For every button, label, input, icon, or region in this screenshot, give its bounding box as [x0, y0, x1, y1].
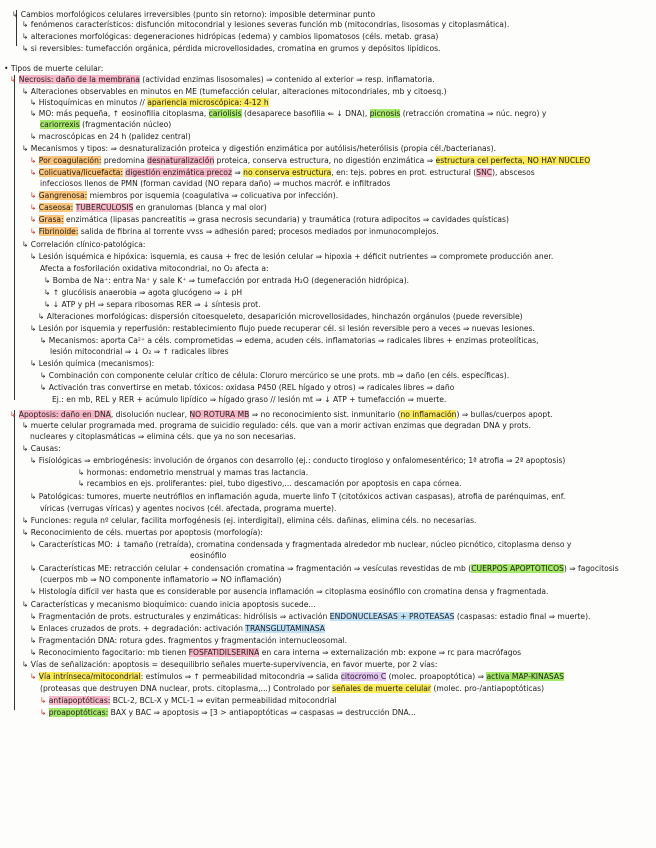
note-text: salida de fibrina al torrente vvss ⇒ adhesión pared; procesos mediados por inmunocomplejos. [78, 227, 439, 236]
note-line [30, 612, 652, 621]
note-line [22, 600, 652, 609]
note-line [40, 336, 652, 345]
note-line [30, 456, 652, 465]
note-line [40, 708, 652, 717]
note-text: ↳ Fragmentación de prots. estructurales y enzimáticas: hidrólisis ⇒ activación [30, 612, 330, 621]
note-text: ↳ Alteraciones morfológicas: dispersión citoesqueleto, desaparición microvellosidades, hinchazón orgánulos (puede reversible) [38, 312, 523, 321]
note-line [40, 575, 652, 584]
note-text: , disolución nuclear, [110, 410, 190, 419]
note-text: ↳ ↑ glucólisis anaerobia ⇒ agota glucógeno ⇒ ↓ pH [44, 288, 243, 297]
note-line [30, 432, 652, 441]
note-line [50, 347, 652, 356]
note-text: BAX y BAC ⇒ apoptosis ⇒ [3 > antiapoptóticas ⇒ caspasas ⇒ destrucción DNA... [108, 708, 416, 717]
highlighted-text: NO ROTURA MB [189, 410, 250, 419]
note-text: ↳ Mecanismos y tipos: ⇒ desnaturalización proteica y digestión enzimática por autólisis/heterólisis (propia cél./bacterianas). [22, 144, 496, 153]
highlighted-text: Gangrenosa: [38, 191, 88, 200]
note-text: ↳ Bomba de Na⁺: entra Na⁺ y sale K⁺ ⇒ tumefacción por entrada H₂O (degeneración hidrópica). [44, 276, 410, 285]
highlighted-text: ENDONUCLEASAS + PROTEASAS [329, 612, 455, 621]
note-line [30, 109, 652, 118]
margin-bracket-apoptosis [14, 410, 15, 710]
note-line [44, 276, 652, 285]
note-line [40, 179, 652, 188]
note-text: en cara interna ⇒ externalización mb: expone ⇒ rc para macrófagos [259, 648, 522, 657]
note-text: (fragmentación núcleo) [79, 120, 172, 129]
note-line [40, 504, 652, 513]
note-line [30, 215, 652, 224]
note-text: ↳ Características MO: ↓ tamaño (retraída), cromatina condensada y fragmentada alrededor mb nuclear, núcleo picnótico, citoplasma denso y [30, 540, 572, 549]
note-line [30, 252, 652, 261]
note-line [22, 660, 652, 669]
note-text: BCL-2, BCL-X y MCL-1 ⇒ evitan permeabilidad mitocondrial [110, 696, 337, 705]
highlighted-text: desnaturalización [147, 156, 215, 165]
highlighted-text: citocromo C [340, 672, 387, 681]
note-text: proteica, conserva estructura, no digestión enzimática ⇒ [214, 156, 436, 165]
note-text: (actividad enzimas lisosomales) ⇒ contenido al exterior ⇒ resp. inflamatoria. [139, 75, 435, 84]
highlighted-text: Colicuativa/licuefacta: [38, 168, 123, 177]
note-text: lesión mitocondrial ⇒ ↓ O₂ ⇒ ↑ radicales libres [50, 347, 229, 356]
highlighted-text: Necrosis: daño de la membrana [18, 75, 140, 84]
note-text: ↳ Activación tras convertirse en metab. tóxicos: oxidasa P450 (REL hígado y otros) ⇒ radicales libres ⇒ daño [40, 383, 455, 392]
note-text: : estímulos ⇒ ↑ permeabilidad mitocondria ⇒ salida [140, 672, 341, 681]
highlighted-text: señales de muerte celular [332, 684, 432, 693]
highlighted-text: FOSFATIDILSERINA [188, 648, 260, 657]
note-text: ↳ Características y mecanismo bioquímico: cuando inicia apoptosis sucede... [22, 600, 316, 609]
highlighted-text: cariorrexis [40, 120, 80, 129]
note-line [22, 20, 652, 29]
note-text: ↳ Histoquímicas en minutos // [30, 98, 148, 107]
note-text: ↳ alteraciones morfológicas: degeneraciones hidrópicas (edema) y cambios lipomatosos (céls. metab. grasa) [22, 32, 439, 41]
note-text: (molec. pro-/antiapoptóticas) [431, 684, 545, 693]
note-line [22, 44, 652, 53]
highlighted-text: Fibrinoide: [38, 227, 79, 236]
note-text: en granulomas (blanca y mal olor) [133, 203, 267, 212]
note-line [40, 684, 652, 693]
note-line [30, 227, 652, 236]
note-text: ↳ Histología difícil ver hasta que es considerable por ausencia inflamación ⇒ citoplasma eosinófilo con cromatina densa y fragmentada. [30, 587, 549, 596]
note-text: (caspasas: estadio final ⇒ muerte). [454, 612, 591, 621]
note-line [44, 300, 652, 309]
highlighted-text: ↳ [10, 75, 19, 84]
highlighted-text: antiapoptóticas: [48, 696, 111, 705]
note-text: ↳ Reconocimiento de céls. muertas por apoptosis (morfología): [22, 528, 263, 537]
note-text: nucleares y citoplasmáticas ⇒ elimina céls. que ya no son necesarias. [30, 432, 296, 441]
note-line [22, 87, 652, 96]
note-line [22, 444, 652, 453]
note-text: (retracción cromatina ⇒ núc. negro) y [400, 109, 547, 118]
note-text: ↳ Causas: [22, 444, 61, 453]
highlighted-text: ↳ [30, 191, 39, 200]
highlighted-text: CUERPOS APOPTÓTICOS [471, 564, 564, 573]
note-line [30, 168, 652, 177]
highlighted-text: ↳ [30, 156, 39, 165]
highlighted-text: picnosis [369, 109, 401, 118]
note-line [30, 324, 652, 333]
note-line [38, 312, 652, 321]
note-text: ) ⇒ fagocitosis [563, 564, 619, 573]
note-text: ↳ Reconocimiento fagocitario: mb tienen [30, 648, 189, 657]
note-line [30, 636, 652, 645]
highlighted-text: ↳ [40, 708, 49, 717]
margin-bracket-necrosis [14, 75, 15, 400]
highlighted-text: ↳ [30, 672, 39, 681]
note-text: infecciosos llenos de PMN (forman cavidad (NO repara daño) ⇒ muchos macróf. e infiltrados [40, 179, 391, 188]
highlighted-text: no inflamación [400, 410, 457, 419]
note-text: ), abscesos [492, 168, 535, 177]
note-text: ↳ Fisiológicas ⇒ embriogénesis: involución de órganos con desarrollo (ej.: conducto tirogloso y onfalomesentérico; 1ª atrofia ⇒ 2ª apoptosis) [30, 456, 566, 465]
highlighted-text: Vía intrínseca/mitocondrial [38, 672, 141, 681]
highlighted-text: Apoptosis: daño en DNA [18, 410, 111, 419]
note-line [40, 371, 652, 380]
note-text: ⇒ [231, 168, 244, 177]
note-line [40, 264, 652, 273]
note-text: víricas (verrugas víricas) y agentes nocivos (cél. afectada, programa muerte). [40, 504, 337, 513]
note-line [52, 395, 652, 404]
note-text: ⇒ no reconocimiento sist. inmunitario ( [249, 410, 401, 419]
note-text: ) ⇒ bullas/cuerpos apopt. [456, 410, 553, 419]
highlighted-text: apariencia microscópica: 4-12 h [147, 98, 269, 107]
highlighted-text: ↳ [30, 215, 39, 224]
note-line [40, 696, 652, 705]
note-text: (molec. proapoptótica) ⇒ [386, 672, 487, 681]
note-text: ↳ muerte celular programada med. programa de suicidio regulado: céls. que van a morir activan enzimas que degradan DNA y prots. [22, 421, 531, 430]
highlighted-text: SNC [476, 168, 493, 177]
note-line [22, 528, 652, 537]
note-line [190, 551, 652, 560]
highlighted-text: proapoptóticas: [48, 708, 109, 717]
note-text: ↳ Alteraciones observables en minutos en ME (tumefacción celular, alteraciones mitocondriales, mb y citoesq.) [22, 87, 447, 96]
highlighted-text: no conserva estructura [243, 168, 332, 177]
note-line [30, 624, 652, 633]
note-line [10, 410, 652, 419]
note-line [44, 288, 652, 297]
note-text: ↳ Combinación con componente celular crítico de célula: Cloruro mercúrico se une prots. mb ⇒ daño (en céls. específicas). [40, 371, 510, 380]
note-line [78, 479, 652, 488]
note-text: ↳ Fragmentación DNA: rotura gdes. fragmentos y fragmentación internucleosomal. [30, 636, 348, 645]
highlighted-text: TRANSGLUTAMINASA [245, 624, 325, 633]
note-text: , en: tejs. pobres en prot. estructural ( [331, 168, 477, 177]
note-text: ↳ Funciones: regula nº celular, facilita morfogénesis (ej. interdigital), elimina céls. dañinas, elimina céls. no necesarias. [22, 516, 477, 525]
note-text: (cuerpos mb ⇒ NO componente inflamatorio ⇒ NO inflamación) [40, 575, 282, 584]
highlighted-text: ↳ [30, 203, 39, 212]
note-text: (proteasas que destruyen DNA nuclear, prots. citoplasma,...) Controlado por [40, 684, 333, 693]
note-line [30, 492, 652, 501]
note-text: predomina [101, 156, 148, 165]
note-line [22, 240, 652, 249]
note-line [30, 98, 652, 107]
note-text: ↳ ↓ ATP y pH ⇒ separa ribosomas RER ⇒ ↓ síntesis prot. [44, 300, 261, 309]
note-text: Afecta a fosforilación oxidativa mitocondrial, no O₂ afecta a: [40, 264, 269, 273]
highlighted-text: activa MAP-KINASAS [486, 672, 564, 681]
note-text: ↳ Mecanismos: aporta Ca²⁺ a céls. comprometidas ⇒ edema, acuden céls. inflamatorias ⇒ radicales libres + enzimas proteolíticas, [40, 336, 539, 345]
note-line [30, 564, 652, 573]
note-text: (desaparece basofilia ⇐ ↓ DNA), [241, 109, 370, 118]
note-text: ↳ MO: más pequeña, ↑ eosinofilia citoplasma, [30, 109, 209, 118]
highlighted-text: cariolisis [208, 109, 242, 118]
note-line [40, 120, 652, 129]
note-text: ↳ recambios en ejs. proliferantes: piel, tubo digestivo,... descamación por apoptosis en capa córnea. [78, 479, 462, 488]
note-line [22, 516, 652, 525]
note-text: ↳ Correlación clínico-patológica: [22, 240, 146, 249]
note-text: ↳ si reversibles: tumefacción orgánica, pérdida microvellosidades, cromatina en grumos y depósitos lipídicos. [22, 44, 441, 53]
note-line [78, 468, 652, 477]
note-text: ↳ Vías de señalización: apoptosis = desequilibrio señales muerte-supervivencia, en favor muerte, por 2 vías: [22, 660, 438, 669]
note-line [30, 203, 652, 212]
note-line [30, 359, 652, 368]
note-text: Ej.: en mb, REL y RER + acúmulo lipídico ⇒ hígado graso // lesión mt ⇒ ↓ ATP + tumefacción ⇒ muerte. [52, 395, 447, 404]
highlighted-text: digestión enzimática precoz [125, 168, 232, 177]
note-text: ↳ hormonas: endometrio menstrual y mamas tras lactancia. [78, 468, 309, 477]
note-text: ↳ Lesión por isquemia y reperfusión: restablecimiento flujo puede recuperar cél. si lesión reversible pero a veces ⇒ nuevas lesiones. [30, 324, 535, 333]
highlighted-text: ↳ [30, 168, 39, 177]
note-line [30, 540, 652, 549]
note-text: ↳ Cambios morfológicos celulares irreversibles (punto sin retorno): imposible determinar punto [12, 10, 376, 19]
highlighted-text: TUBERCULOSIS [75, 203, 134, 212]
note-text: ↳ fenómenos característicos: disfunción mitocondrial y lesiones severas función mb (mitocondrias, lisosomas y citoplasmática). [22, 20, 510, 29]
note-line [30, 672, 652, 681]
highlighted-text: Grasa: [38, 215, 64, 224]
note-text: enzimática (lipasas pancreatitis ⇒ grasa necrosis secundaria) y traumática (rotura adipocitos ⇒ cavidades quísticas) [63, 215, 509, 224]
note-line [22, 421, 652, 430]
highlighted-text: Caseosa: [38, 203, 74, 212]
note-line [12, 10, 652, 19]
note-line [40, 383, 652, 392]
note-text: ↳ Lesión isquémica e hipóxica: isquemia, es causa + frec de lesión celular ⇒ hipoxia + déficit nutrientes ⇒ compromete producción aner. [30, 252, 554, 261]
note-line [22, 144, 652, 153]
highlighted-text: Por coagulación: [38, 156, 102, 165]
note-text: • Tipos de muerte celular: [4, 64, 104, 73]
note-line [30, 132, 652, 141]
note-line [30, 191, 652, 200]
note-line [22, 32, 652, 41]
note-text: ↳ Lesión química (mecanismos): [30, 359, 155, 368]
note-line [4, 64, 652, 73]
note-line [10, 75, 652, 84]
note-line [30, 156, 652, 165]
note-text: eosinófilo [190, 551, 227, 560]
note-text: miembros por isquemia (coagulativa ⇒ colicuativa por infección). [87, 191, 339, 200]
note-text: ↳ macroscópicas en 24 h (palidez central) [30, 132, 191, 141]
note-text: ↳ Enlaces cruzados de prots. + degradación: activación [30, 624, 246, 633]
highlighted-text: ↳ [10, 410, 19, 419]
note-text: ↳ Características ME: retracción celular + condensación cromatina ⇒ fragmentación ⇒ vesículas revestidas de mb ( [30, 564, 472, 573]
note-text: ↳ Patológicas: tumores, muerte neutrófilos en inflamación aguda, muerte linfo T (citotóxicos activan caspasas), atrofia de parénquimas, enf. [30, 492, 566, 501]
note-line [30, 587, 652, 596]
highlighted-text: ↳ [30, 227, 39, 236]
highlighted-text: estructura cel perfecta, NO HAY NÚCLEO [435, 156, 591, 165]
highlighted-text: ↳ [40, 696, 49, 705]
note-line [30, 648, 652, 657]
